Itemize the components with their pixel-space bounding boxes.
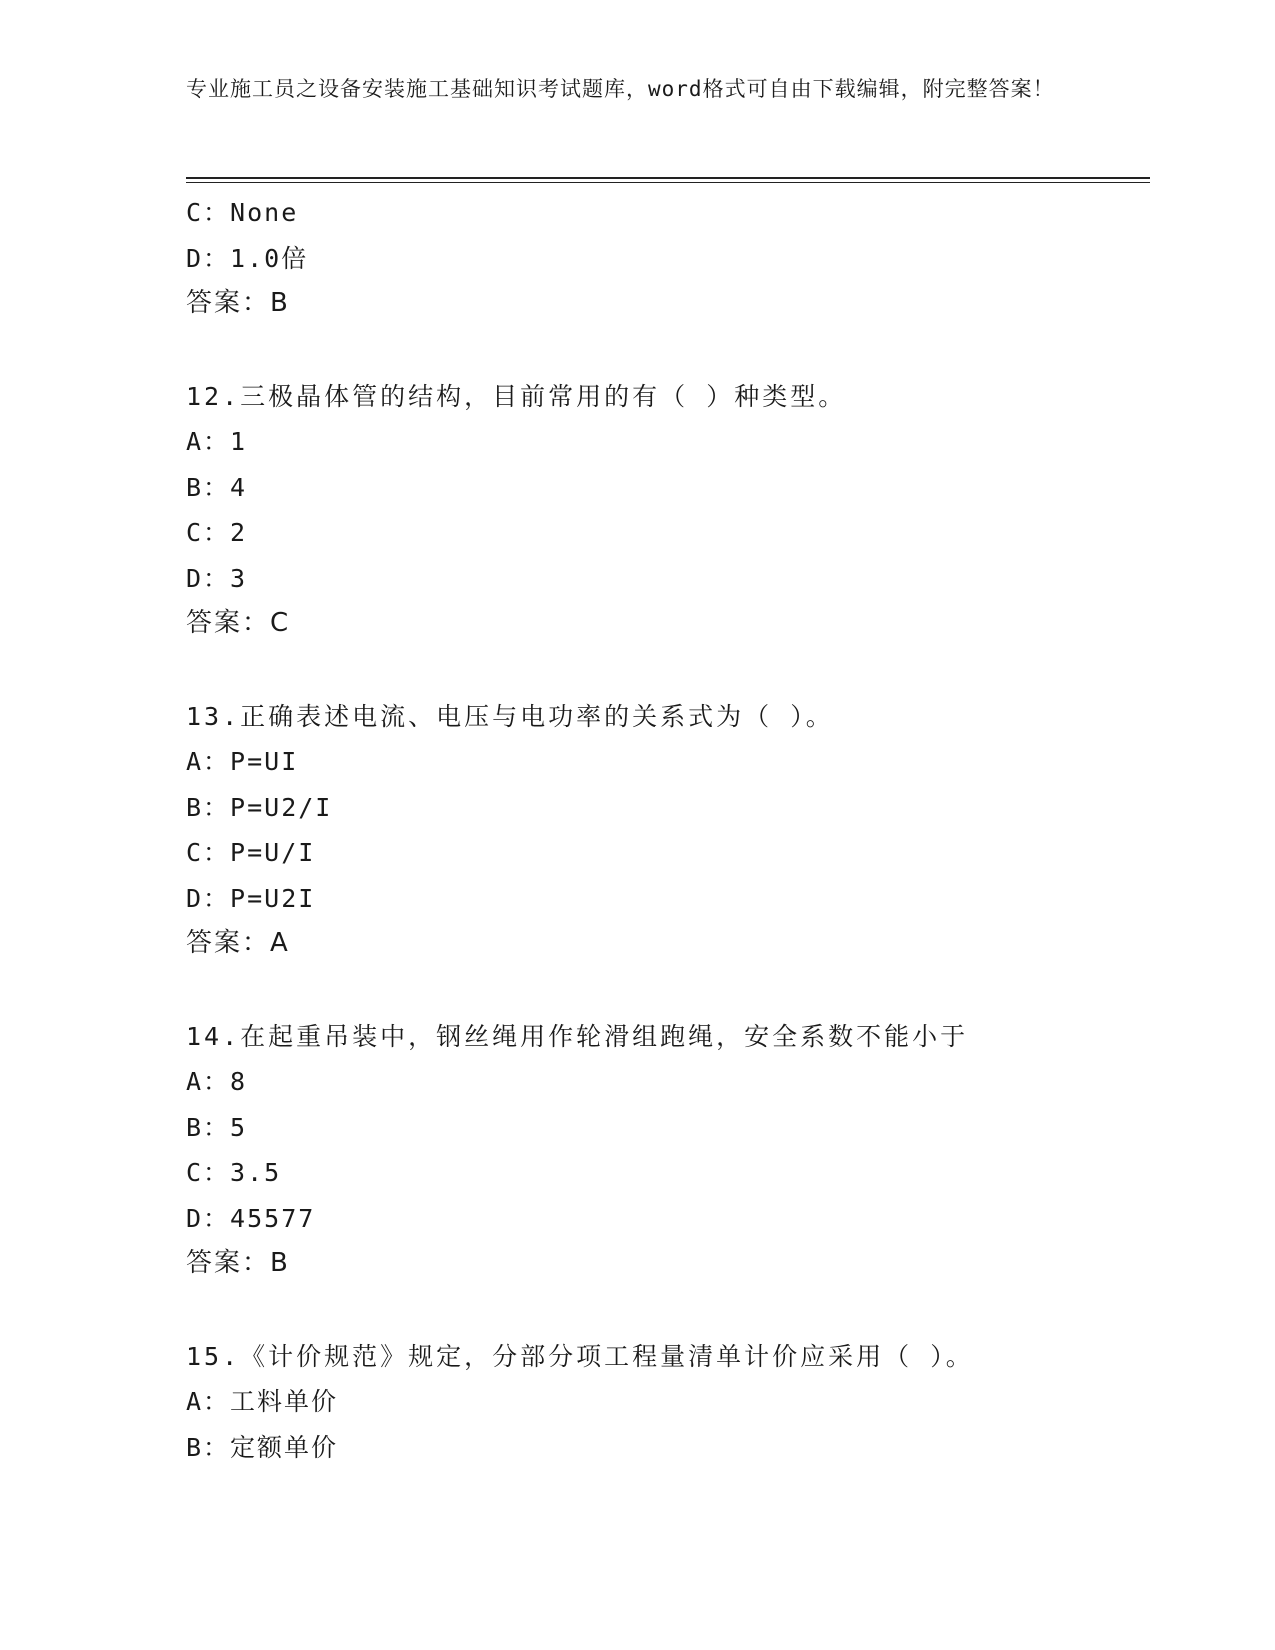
question-14 <box>186 1014 1146 1287</box>
header-divider-thin <box>186 182 1150 183</box>
option-c: C：None <box>186 198 299 227</box>
option-b: B：5 <box>186 1112 248 1142</box>
option-a: A：8 <box>186 1067 248 1096</box>
question-13 <box>186 694 1146 967</box>
question-15 <box>186 1334 1146 1471</box>
option-c: C：3.5 <box>186 1158 282 1187</box>
option-a: A：P=UI <box>186 747 299 776</box>
question-title: 13.正确表述电流、电压与电功率的关系式为（ ）。 <box>186 701 834 731</box>
answer-line: 答案：C <box>186 608 291 638</box>
option-b: B：定额单价 <box>186 1432 339 1462</box>
option-d: D：1.0倍 <box>186 243 309 273</box>
option-c: C：2 <box>186 518 248 547</box>
question-continued <box>186 190 1146 327</box>
option-c: C：P=U/I <box>186 838 316 867</box>
option-b: B：4 <box>186 472 248 502</box>
spacer <box>186 647 1146 694</box>
question-title: 15.《计价规范》规定，分部分项工程量清单计价应采用（ ）。 <box>186 1341 974 1371</box>
option-a: A：1 <box>186 427 248 456</box>
header-text: 专业施工员之设备安装施工基础知识考试题库，word格式可自由下载编辑，附完整答案！ <box>186 77 1055 101</box>
answer-line: 答案：B <box>186 288 290 318</box>
question-title: 14.在起重吊装中，钢丝绳用作轮滑组跑绳，安全系数不能小于 <box>186 1021 969 1051</box>
question-title: 12.三极晶体管的结构，目前常用的有（ ）种类型。 <box>186 381 847 411</box>
document-header <box>186 73 1066 105</box>
spacer <box>186 1287 1146 1334</box>
option-d: D：P=U2I <box>186 883 316 913</box>
option-a: A：工料单价 <box>186 1387 339 1416</box>
option-d: D：3 <box>186 563 248 593</box>
option-b: B：P=U2/I <box>186 792 333 822</box>
answer-line: 答案：B <box>186 1248 290 1278</box>
question-12 <box>186 374 1146 647</box>
document-body <box>186 190 1146 1470</box>
spacer <box>186 967 1146 1014</box>
header-divider-thick <box>186 177 1150 179</box>
spacer <box>186 327 1146 374</box>
answer-line: 答案：A <box>186 928 290 958</box>
option-d: D：45577 <box>186 1203 316 1233</box>
